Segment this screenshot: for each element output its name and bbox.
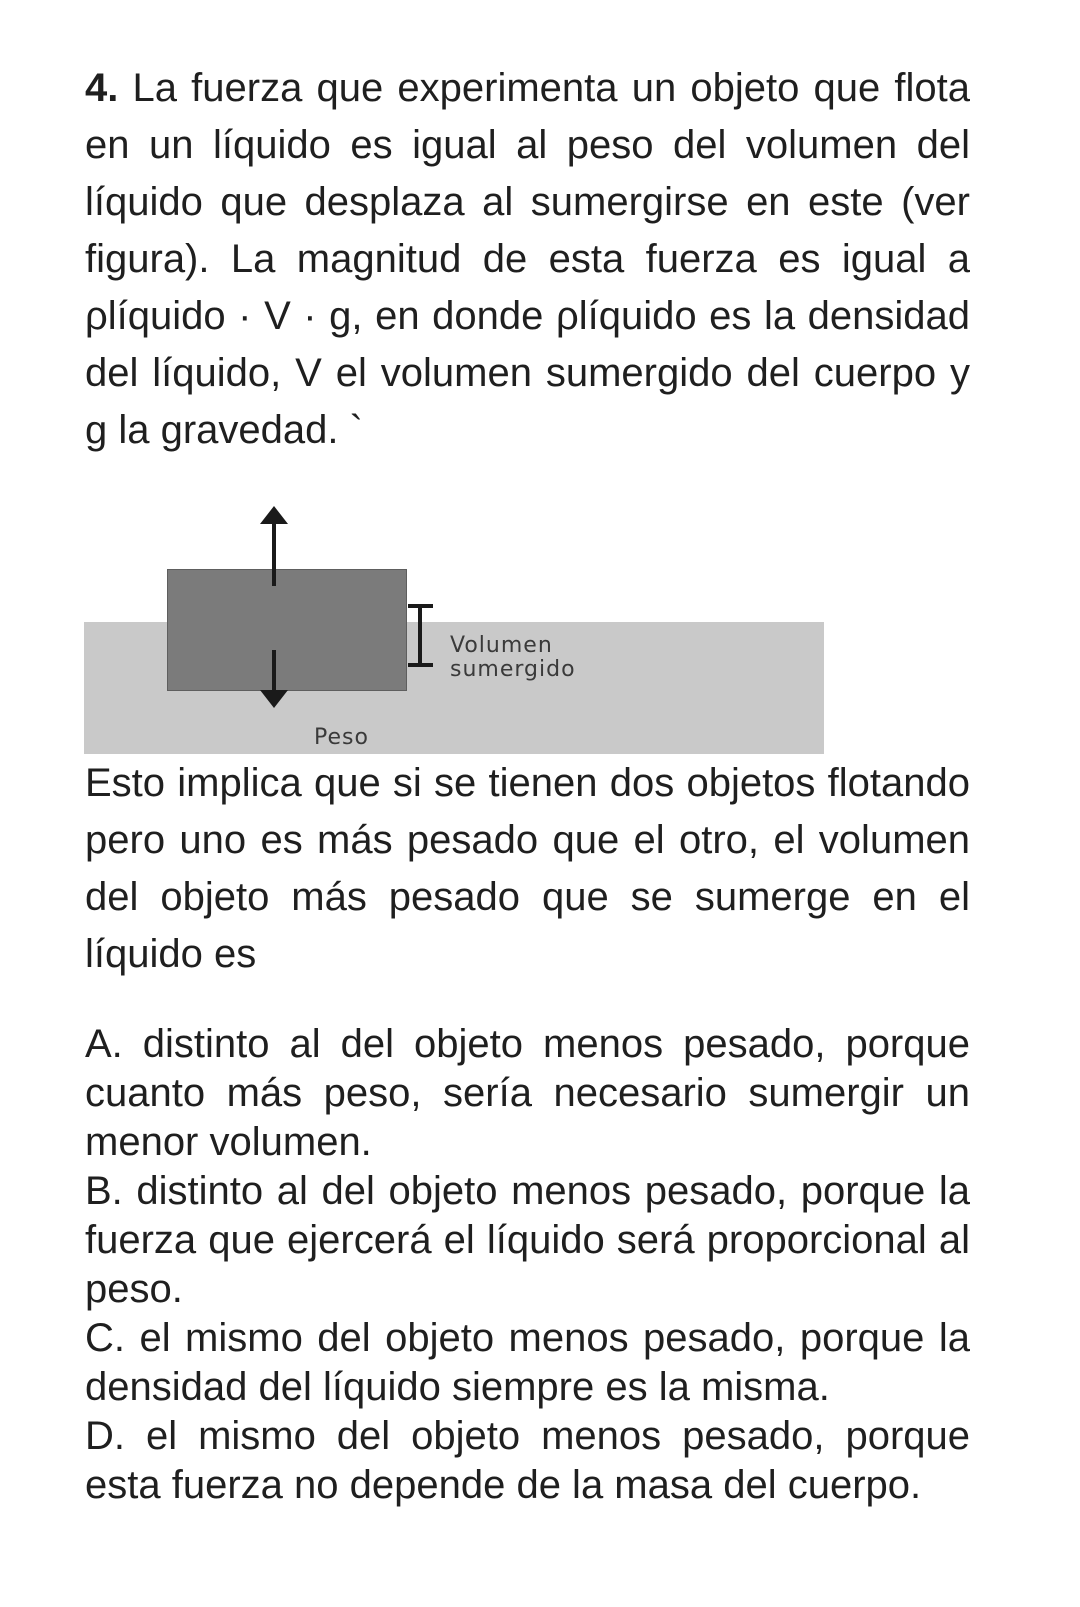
- volume-label: Volumen sumergido: [450, 633, 576, 682]
- buoyancy-figure: [84, 502, 824, 757]
- force-arrows: [84, 502, 824, 757]
- option-b[interactable]: B. distinto al del objeto menos pesado, porque la fuerza que ejercerá el líquido será proporcional al peso.: [85, 1169, 970, 1311]
- weight-arrow-head: [260, 690, 288, 708]
- implication-paragraph: Esto implica que si se tienen dos objetos flotando pero uno es más pesado que el otro, el volumen del objeto más pesado que se sumerge en el líquido es: [85, 761, 970, 976]
- option-c[interactable]: C. el mismo del objeto menos pesado, porque la densidad del líquido siempre es la misma.: [85, 1316, 970, 1409]
- question-paragraph: [85, 60, 970, 459]
- option-a[interactable]: A. distinto al del objeto menos pesado, porque cuanto más peso, sería necesario sumergir un menor volumen.: [85, 1022, 970, 1164]
- buoyancy-arrow-head: [260, 506, 288, 524]
- question-number: 4.: [85, 66, 119, 110]
- question-text: La fuerza que experimenta un objeto que flota en un líquido es igual al peso del volumen del líquido que desplaza al sumergirse en este (ver figura). La magnitud de esta fuerza es igual a ρlíquido · V · g, en donde ρlíquido es la densidad del líquido, V el volumen sumergido del cuerpo y g la gravedad. `: [85, 66, 970, 452]
- answer-options: [85, 1020, 970, 1510]
- option-d[interactable]: D. el mismo del objeto menos pesado, porque esta fuerza no depende de la masa del cuerpo.: [85, 1414, 970, 1507]
- weight-label: Peso: [314, 725, 369, 750]
